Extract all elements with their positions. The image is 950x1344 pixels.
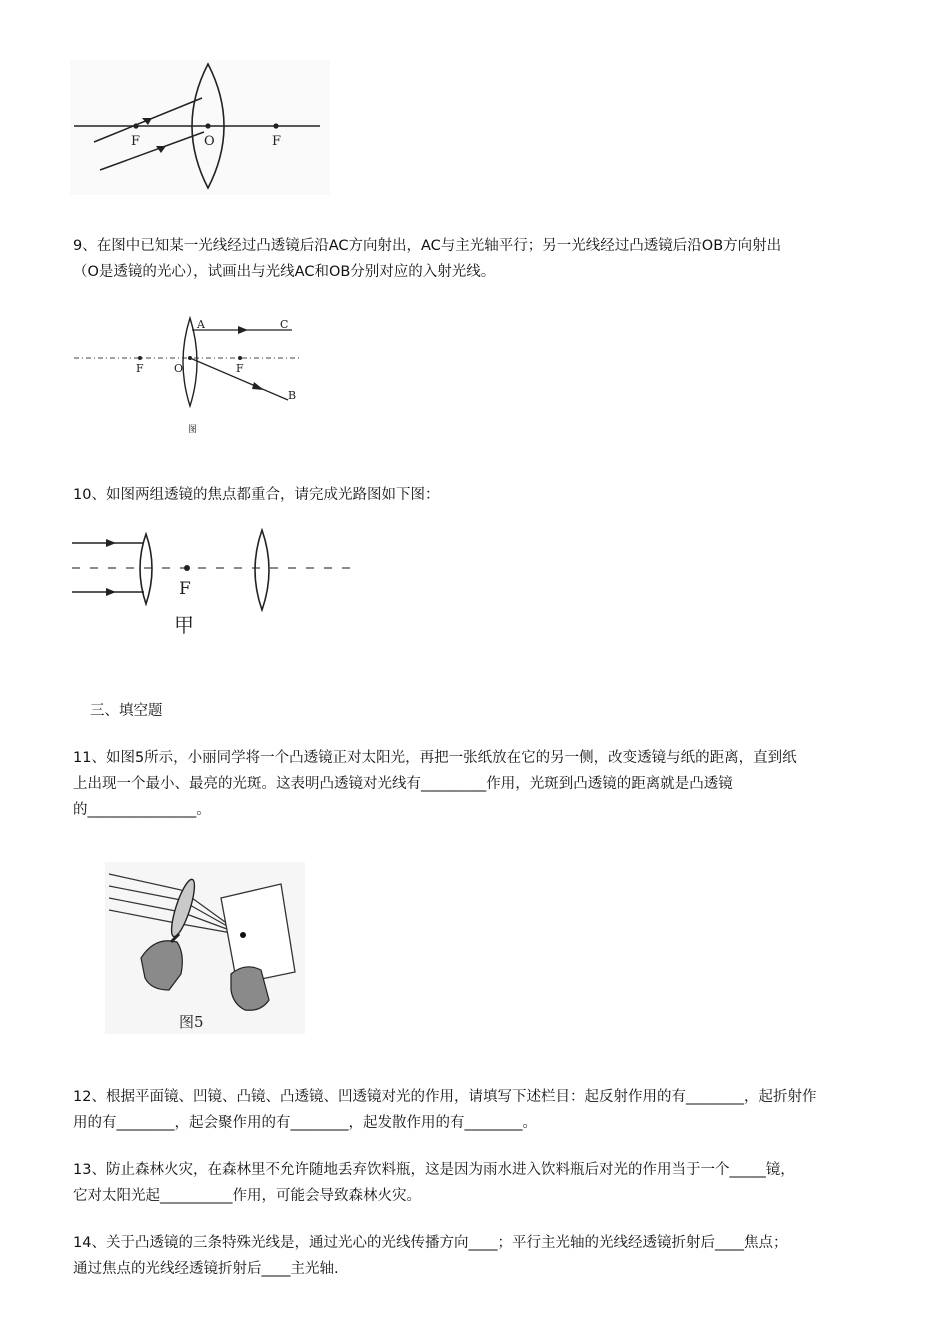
ray-arrow-top (106, 539, 116, 547)
ray-ob-arrow (252, 382, 264, 390)
label-o: O (174, 362, 184, 375)
focus-point (184, 565, 190, 571)
convex-lens (183, 318, 197, 406)
question-11-line-3: 的_______________。 (73, 802, 211, 818)
question-13-text (73, 1157, 883, 1209)
question-14-line-2: 通过焦点的光线经透镜折射后____主光轴. (73, 1261, 339, 1277)
figure-q10-lens-pair (70, 520, 370, 665)
focus-point-right (238, 356, 242, 360)
ray-arrow-bottom (106, 588, 116, 596)
question-13-line-2: 它对太阳光起__________作用，可能会导致森林火灾。 (73, 1188, 421, 1204)
question-9-text (73, 233, 883, 285)
question-13-line-1: 13、防止森林火灾，在森林里不允许随地丢弃饮料瓶，这是因为雨水进入饮料瓶后对光的作用当于一个_____镜， (73, 1162, 795, 1178)
optical-center-point (188, 356, 192, 360)
question-12-line-2: 用的有________，起会聚作用的有________，起发散作用的有________。 (73, 1115, 537, 1131)
figure-top-lens-diagram (70, 60, 330, 195)
question-14-line-1: 14、关于凸透镜的三条特殊光线是，通过光心的光线传播方向____；平行主光轴的光线经透镜折射后____焦点； (73, 1235, 788, 1251)
question-14-text (73, 1230, 883, 1282)
label-a: A (197, 318, 205, 331)
convex-lens-right (255, 530, 269, 610)
figure-5-lens-sunlight-illustration (105, 862, 305, 1034)
question-10-line-1: 10、如图两组透镜的焦点都重合，请完成光路图如下图： (73, 487, 440, 503)
focus-point-left (133, 123, 138, 128)
ray-ac-arrow (238, 326, 248, 334)
focus-point-left (138, 356, 142, 360)
convex-lens-left (140, 534, 152, 604)
figure-caption: 图 (188, 425, 198, 435)
label-f: F (179, 579, 191, 599)
label-c: C (280, 318, 289, 331)
question-11-text (73, 745, 883, 823)
figure-q9-lens-diagram (70, 310, 310, 440)
figure-caption: 图5 (179, 1013, 204, 1031)
question-9-line-2: （O是透镜的光心），试画出与光线AC和OB分别对应的入射光线。 (73, 264, 496, 280)
optical-center-point (205, 123, 210, 128)
question-12-line-1: 12、根据平面镜、凹镜、凸镜、凸透镜、凹透镜对光的作用，请填写下述栏目：起反射作用的有________，起折射作 (73, 1089, 817, 1105)
question-11-line-2: 上出现一个最小、最亮的光斑。这表明凸透镜对光线有_________作用，光斑到凸透镜的距离就是凸透镜 (73, 776, 733, 792)
section-3-title: 三、填空题 (90, 703, 163, 719)
question-11-line-1: 11、如图5所示，小丽同学将一个凸透镜正对太阳光，再把一张纸放在它的另一侧，改变透镜与纸的距离，直到纸 (73, 750, 797, 766)
question-9-line-1: 9、在图中已知某一光线经过凸透镜后沿AC方向射出，AC与主光轴平行；另一光线经过凸透镜后沿OB方向射出 (73, 238, 782, 254)
light-spot (240, 932, 246, 938)
label-o: O (204, 134, 215, 149)
question-12-text (73, 1084, 883, 1136)
figure-caption: 甲 (174, 613, 194, 637)
focus-point-right (273, 123, 278, 128)
label-f-right: F (272, 134, 282, 149)
label-f-right: F (236, 362, 244, 375)
label-b: B (288, 389, 297, 402)
label-f-left: F (136, 362, 144, 375)
question-10-text (73, 482, 883, 508)
label-f-left: F (131, 134, 141, 149)
